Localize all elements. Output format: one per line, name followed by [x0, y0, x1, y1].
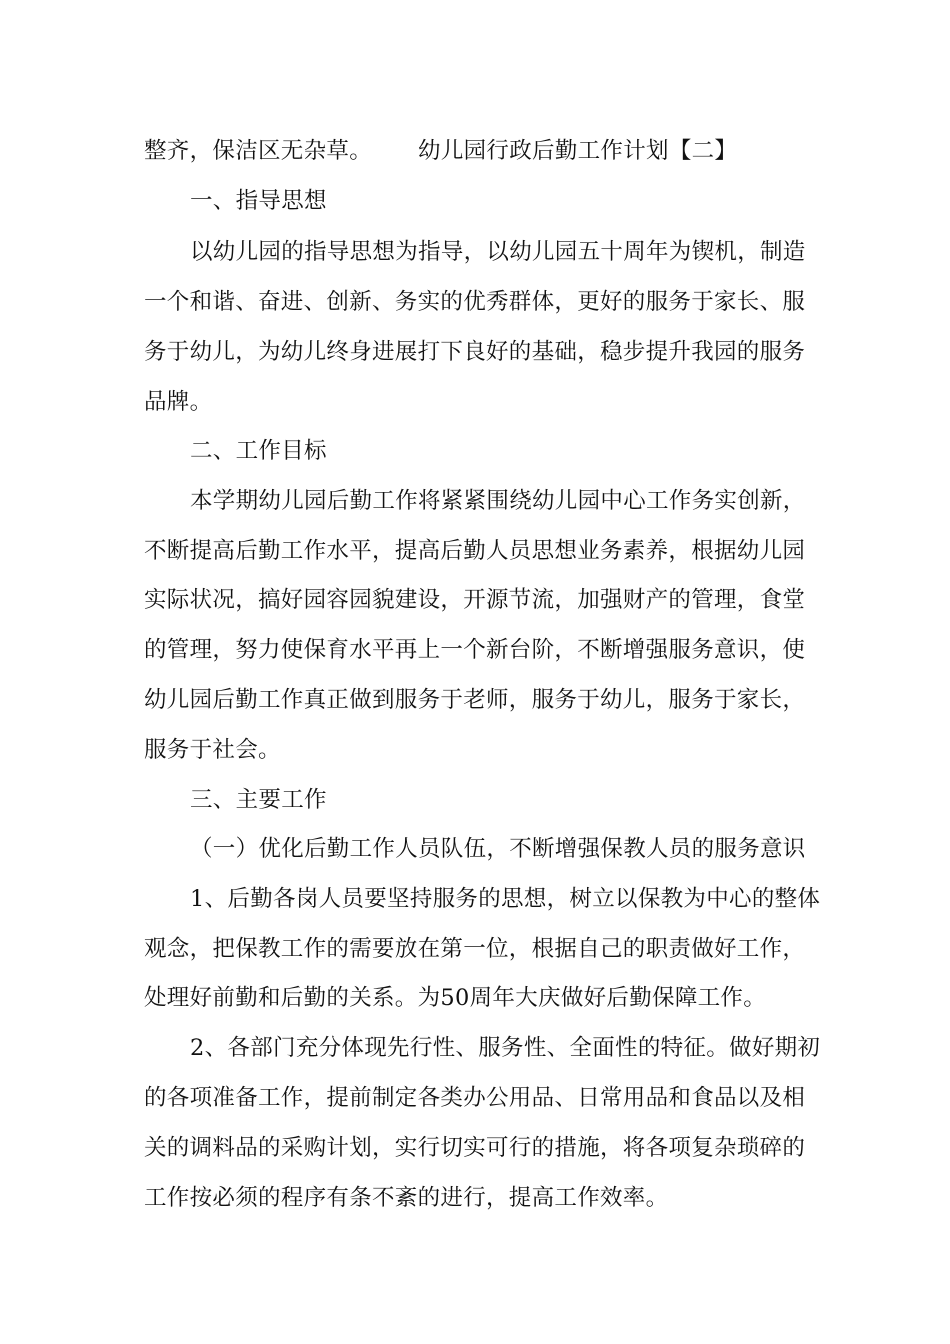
section-heading-guiding: 一、指导思想: [190, 188, 327, 214]
continuation-text: 整齐，保洁区无杂草。: [144, 138, 373, 164]
list-item-line: 关的调料品的采购计划，实行切实可行的措施，将各项复杂琐碎的: [144, 1135, 806, 1161]
paragraph-line: 实际状况，搞好园容园貌建设，开源节流，加强财产的管理，食堂: [144, 587, 806, 613]
document-title: 幼儿园行政后勤工作计划【二】: [418, 138, 738, 164]
list-item-line: 的各项准备工作，提前制定各类办公用品、日常用品和食品以及相: [144, 1085, 806, 1111]
list-item-line: 处理好前勤和后勤的关系。为50周年大庆做好后勤保障工作。: [144, 985, 767, 1011]
list-item-line: 观念，把保教工作的需要放在第一位，根据自己的职责做好工作，: [144, 936, 806, 962]
list-item-line: 2、各部门充分体现先行性、服务性、全面性的特征。做好期初: [190, 1035, 821, 1061]
paragraph-line: 一个和谐、奋进、创新、务实的优秀群体，更好的服务于家长、服: [144, 289, 806, 315]
list-item-line: 工作按必须的程序有条不紊的进行，提高工作效率。: [144, 1185, 669, 1211]
subsection-heading: （一）优化后勤工作人员队伍，不断增强保教人员的服务意识: [190, 836, 806, 862]
paragraph-line: 以幼儿园的指导思想为指导，以幼儿园五十周年为锲机，制造: [190, 239, 806, 265]
paragraph-line: 幼儿园后勤工作真正做到服务于老师，服务于幼儿，服务于家长，: [144, 687, 806, 713]
paragraph-line: 品牌。: [144, 389, 213, 415]
title-line: [144, 136, 737, 166]
section-heading-goals: 二、工作目标: [190, 438, 327, 464]
paragraph-line: 不断提高后勤工作水平，提高后勤人员思想业务素养，根据幼儿园: [144, 538, 806, 564]
paragraph-line: 务于幼儿，为幼儿终身进展打下良好的基础，稳步提升我园的服务: [144, 339, 806, 365]
list-item-line: 1、后勤各岗人员要坚持服务的思想，树立以保教为中心的整体: [190, 886, 821, 912]
paragraph-line: 服务于社会。: [144, 737, 281, 763]
section-heading-main-work: 三、主要工作: [190, 787, 327, 813]
paragraph-line: 的管理，努力使保育水平再上一个新台阶，不断增强服务意识，使: [144, 637, 806, 663]
paragraph-line: 本学期幼儿园后勤工作将紧紧围绕幼儿园中心工作务实创新，: [190, 488, 806, 514]
